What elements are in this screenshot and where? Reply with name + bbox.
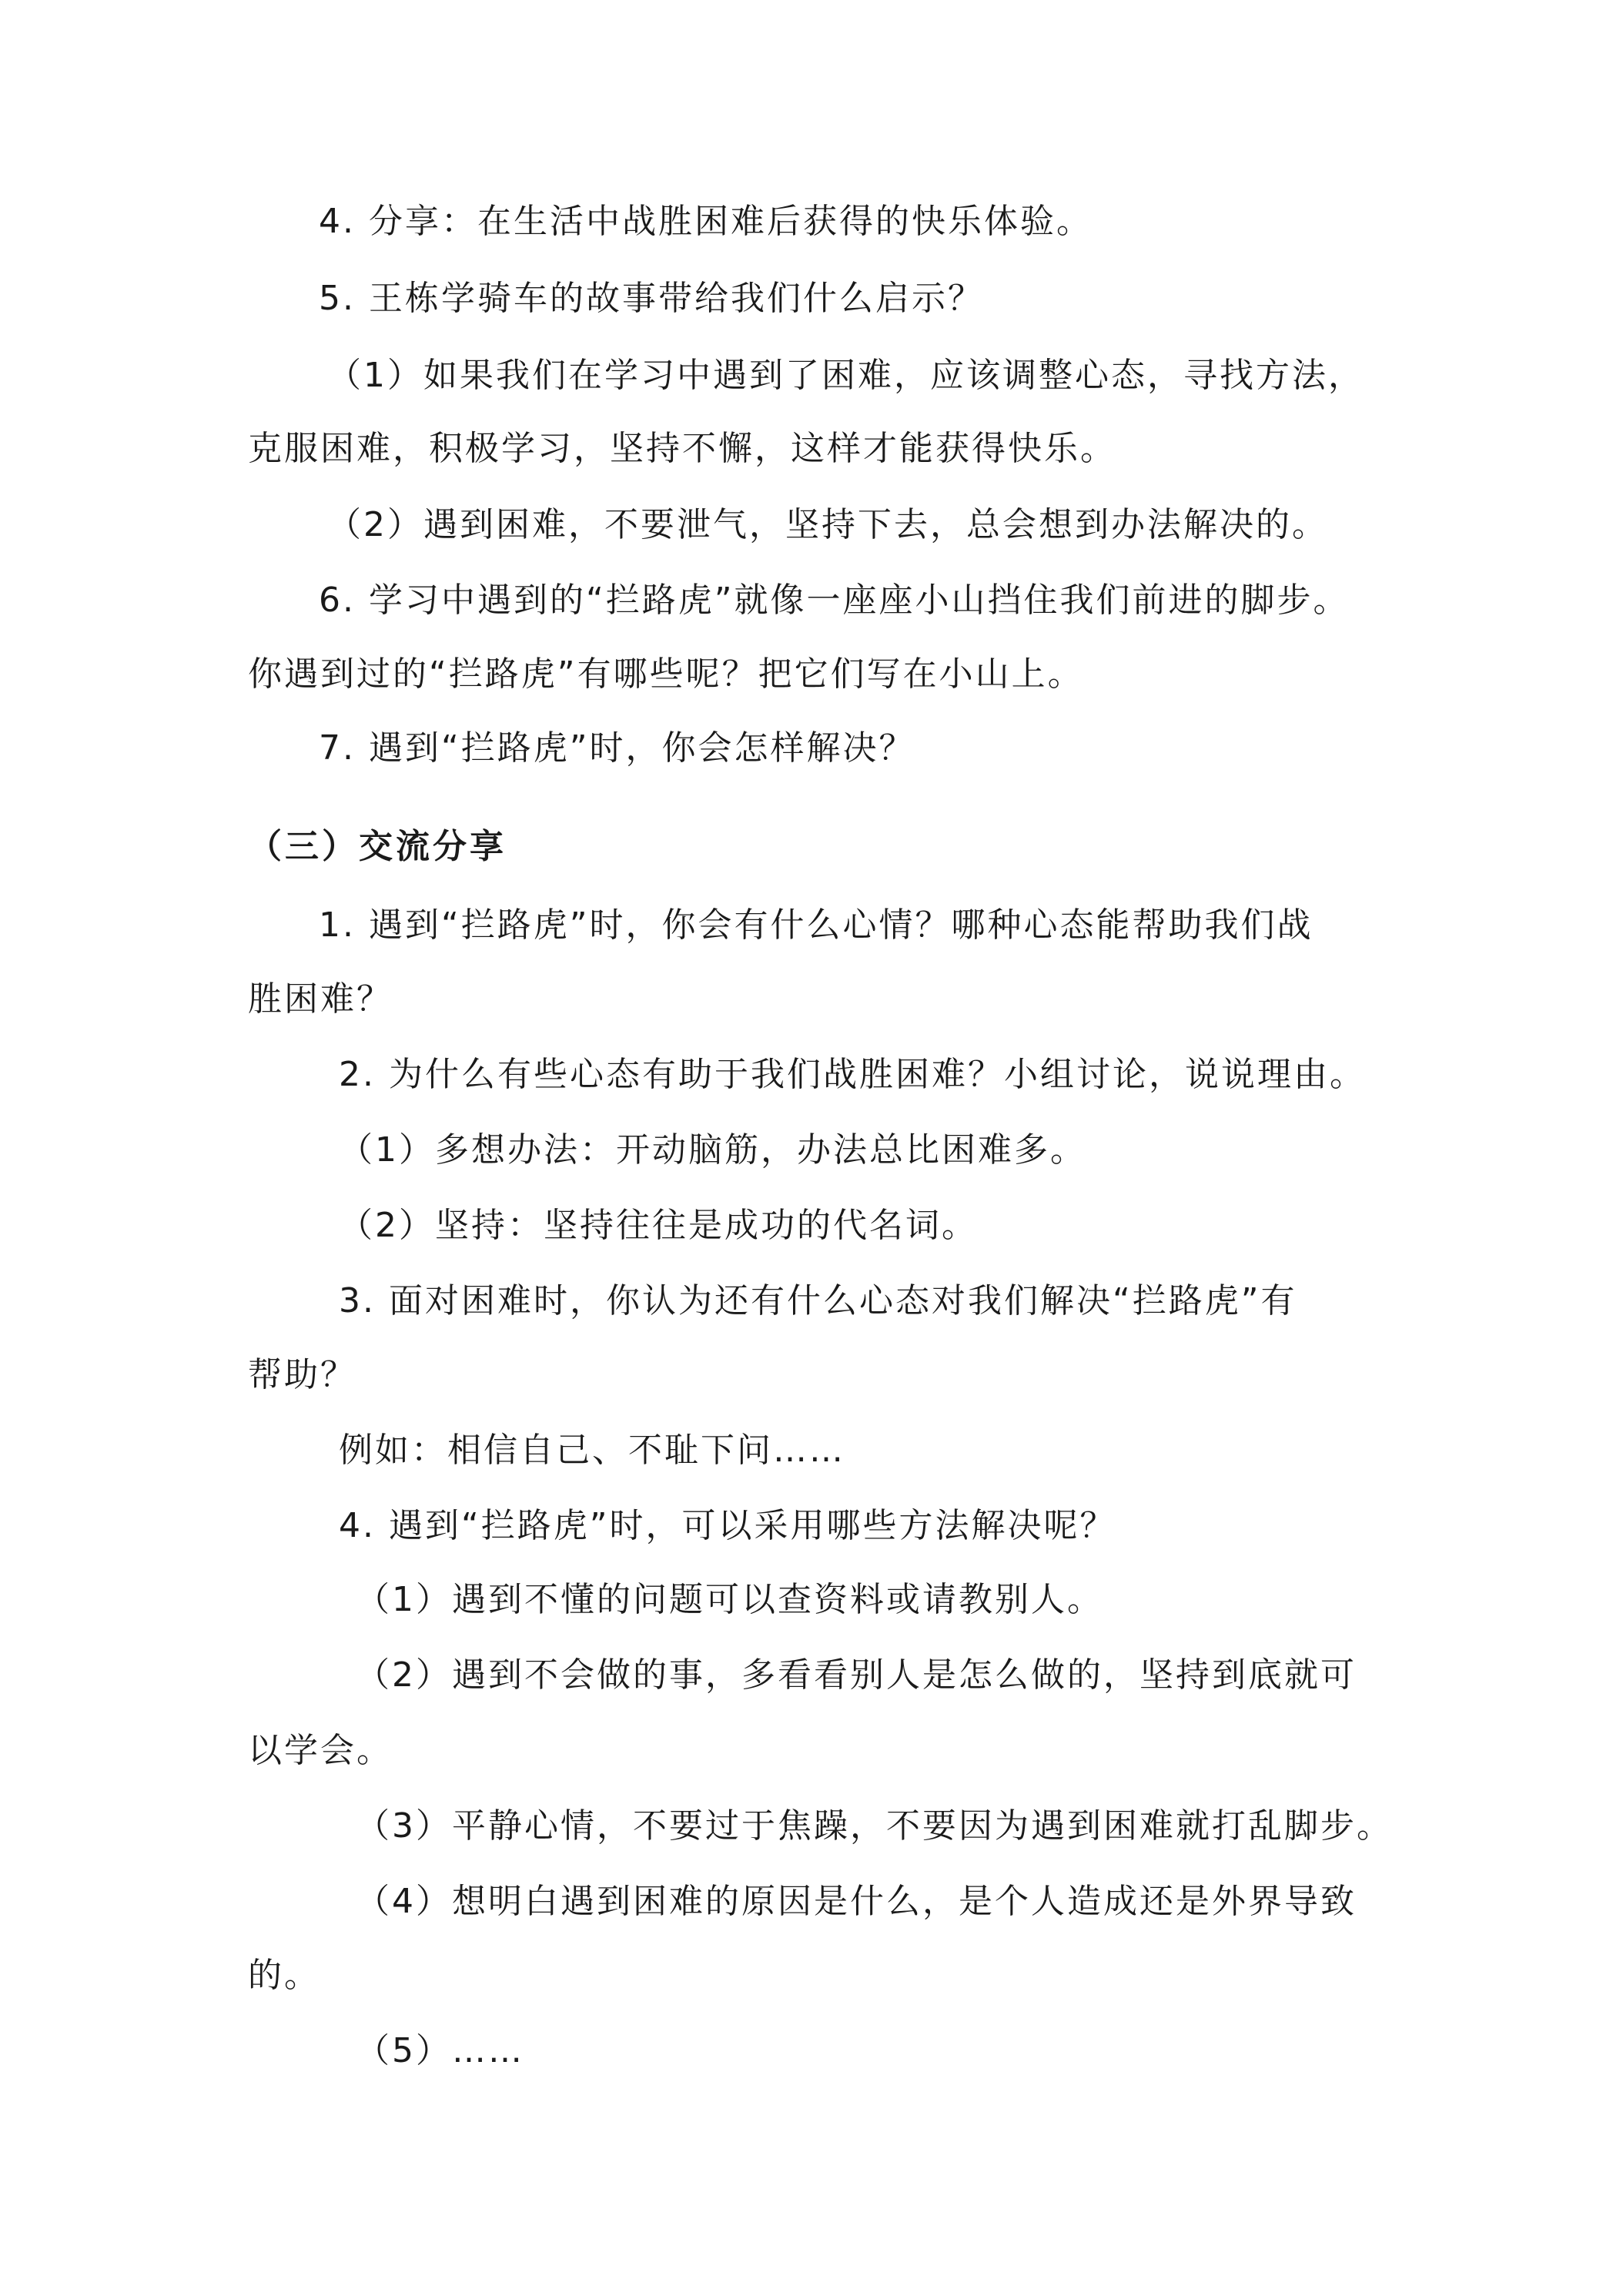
- section-three-item-1-line-1: 1. 遇到“拦路虎”时，你会有什么心情？哪种心态能帮助我们战: [319, 905, 1313, 945]
- item-4-share: 4. 分享：在生活中战胜困难后获得的快乐体验。: [319, 202, 1093, 241]
- section-three-heading: （三）交流分享: [248, 827, 507, 866]
- section-three-item-4-sub-1: （1）遇到不懂的问题可以查资料或请教别人。: [356, 1580, 1103, 1619]
- section-three-item-4-sub-4-line-1: （4）想明白遇到困难的原因是什么，是个人造成还是外界导致: [356, 1882, 1357, 1921]
- section-three-item-2-sub-1: （1）多想办法：开动脑筋，办法总比困难多。: [339, 1130, 1086, 1170]
- section-three-item-3-line-2: 帮助？: [248, 1355, 356, 1394]
- section-three-item-4-sub-2-line-2: 以学会。: [248, 1731, 393, 1770]
- item-6-line-1: 6. 学习中遇到的“拦路虎”就像一座座小山挡住我们前进的脚步。: [319, 581, 1350, 620]
- section-three-item-2-sub-2: （2）坚持：坚持往往是成功的代名词。: [339, 1206, 978, 1245]
- item-5-question: 5. 王栋学骑车的故事带给我们什么启示？: [319, 279, 984, 318]
- item-5-sub-1-line-1: （1）如果我们在学习中遇到了困难，应该调整心态，寻找方法，: [327, 356, 1364, 395]
- section-three-item-1-line-2: 胜困难？: [248, 979, 393, 1019]
- item-5-sub-2: （2）遇到困难，不要泄气，坚持下去，总会想到办法解决的。: [327, 505, 1328, 544]
- section-three-item-4-sub-4-line-2: 的。: [248, 1956, 320, 1995]
- section-three-item-4: 4. 遇到“拦路虎”时，可以采用哪些方法解决呢？: [339, 1506, 1116, 1545]
- section-three-item-3-line-1: 3. 面对困难时，你认为还有什么心态对我们解决“拦路虎”有: [339, 1281, 1297, 1320]
- section-three-item-2: 2. 为什么有些心态有助于我们战胜困难？小组讨论，说说理由。: [339, 1055, 1366, 1094]
- item-6-line-2: 你遇到过的“拦路虎”有哪些呢？把它们写在小山上。: [248, 654, 1084, 694]
- section-three-item-4-sub-3: （3）平静心情，不要过于焦躁，不要因为遇到困难就打乱脚步。: [356, 1806, 1393, 1846]
- section-three-item-3-example: 例如：相信自己、不耻下问……: [339, 1431, 845, 1470]
- item-5-sub-1-line-2: 克服困难，积极学习，坚持不懈，这样才能获得快乐。: [248, 429, 1116, 468]
- section-three-item-4-sub-5: （5）……: [356, 2031, 524, 2070]
- section-three-item-4-sub-2-line-1: （2）遇到不会做的事，多看看别人是怎么做的，坚持到底就可: [356, 1655, 1357, 1695]
- item-7-question: 7. 遇到“拦路虎”时，你会怎样解决？: [319, 728, 915, 768]
